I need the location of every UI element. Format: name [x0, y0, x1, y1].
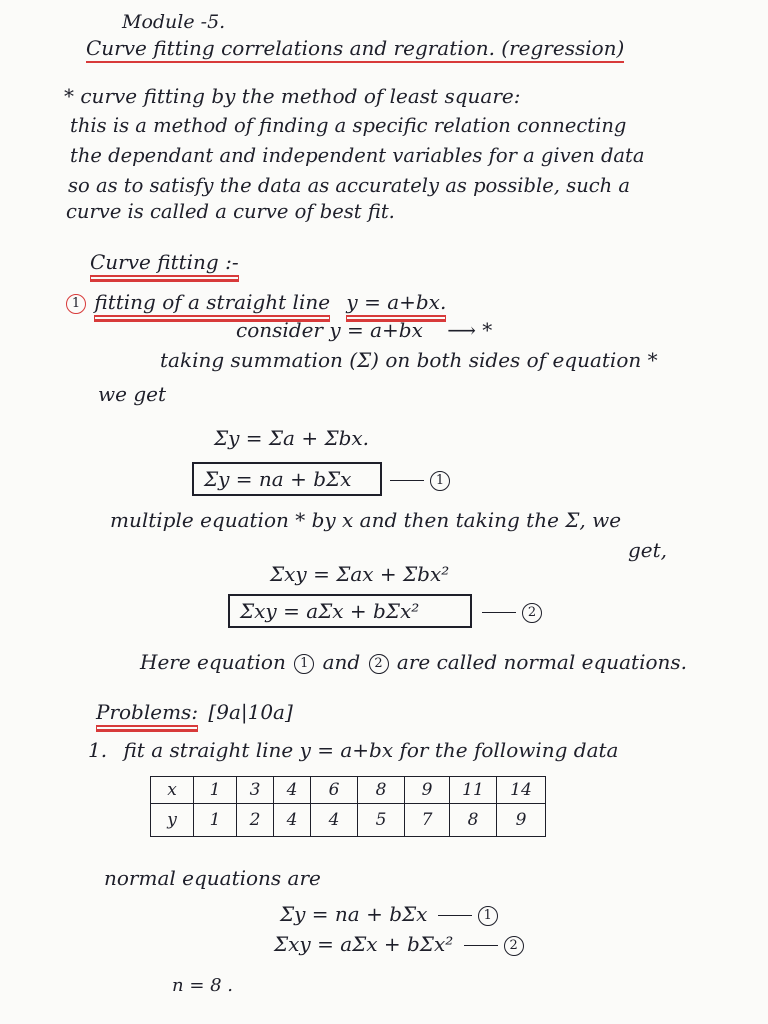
item-heading [64, 290, 446, 314]
table-cell: 5 [358, 804, 405, 837]
problem-equation-2-number: 2 [504, 936, 524, 956]
question-1 [88, 738, 618, 762]
multiply-line-2: get, [628, 538, 668, 562]
page-heading [86, 36, 624, 60]
here-mid: and [322, 650, 361, 674]
table-row-x [151, 777, 546, 804]
equation-2-tag [478, 599, 544, 623]
intro-line-1: this is a method of finding a specific relation connecting [70, 114, 627, 137]
equation-2-number: 2 [522, 603, 542, 623]
question-text: fit a straight line y = a+bx for the following data [123, 738, 619, 762]
star-arrow: ⟶ * [447, 318, 493, 342]
here-prefix: Here equation [140, 650, 286, 674]
table-header-x: x [151, 777, 194, 804]
problem-equation-1 [280, 902, 500, 926]
module-title: Module -5. [122, 11, 226, 33]
problem-equation-1-number: 1 [478, 906, 498, 926]
sum-equation: Σy = Σa + Σbx. [214, 426, 370, 450]
section-title-text: Curve fitting :- [90, 250, 239, 277]
problem-equation-1-text: Σy = na + bΣx [280, 902, 428, 926]
problems-title: Problems: [96, 700, 198, 727]
item-title: fitting of a straight line [94, 290, 330, 317]
question-number: 1. [88, 738, 108, 762]
table-cell: 3 [237, 777, 274, 804]
section-title [90, 250, 239, 274]
table-cell: 1 [194, 804, 237, 837]
equation-1-number: 1 [430, 471, 450, 491]
normal-equations-note [140, 650, 687, 674]
intro-title: * curve fitting by the method of least square: [64, 84, 521, 108]
consider-line [236, 318, 492, 342]
equation-1-tag [386, 467, 452, 491]
problem-equation-2 [274, 932, 526, 956]
dash-line [482, 612, 516, 613]
table-cell: 6 [311, 777, 358, 804]
equation-2-box [228, 594, 472, 628]
table-cell: 4 [274, 804, 311, 837]
table-cell: 2 [237, 804, 274, 837]
problems-ref: [9a|10a] [208, 700, 293, 724]
data-table [150, 776, 546, 837]
table-row-y [151, 804, 546, 837]
problems-heading [96, 700, 293, 724]
table-header-y: y [151, 804, 194, 837]
equation-2: Σxy = aΣx + bΣx² [240, 599, 420, 623]
here-suffix: are called normal equations. [396, 650, 688, 674]
multiply-line-1: multiple equation * by x and then taking the Σ, we [110, 508, 622, 532]
here-number-1: 1 [294, 654, 314, 674]
here-number-2: 2 [369, 654, 389, 674]
normal-equations-title: normal equations are [104, 866, 321, 890]
table-cell: 11 [450, 777, 497, 804]
heading-text: Curve fitting correlations and regration. (regression) [86, 36, 624, 63]
table-cell: 4 [311, 804, 358, 837]
problem-equation-2-text: Σxy = aΣx + bΣx² [274, 932, 454, 956]
intro-line-3: so as to satisfy the data as accurately as possible, such a [68, 174, 631, 197]
dash-line [390, 480, 424, 481]
table-cell: 14 [497, 777, 546, 804]
intro-line-4: curve is called a curve of best fit. [66, 200, 395, 223]
table-cell: 1 [194, 777, 237, 804]
consider-text: consider y = a+bx [236, 318, 423, 342]
equation-1: Σy = na + bΣx [204, 467, 352, 491]
table-cell: 4 [274, 777, 311, 804]
table-cell: 7 [405, 804, 450, 837]
item-equation: y = a+bx. [346, 290, 446, 317]
dash-line [464, 945, 498, 946]
taking-line-1: taking summation (Σ) on both sides of equation * [160, 348, 658, 372]
intro-line-2: the dependant and independent variables for a given data [70, 144, 645, 167]
table-cell: 9 [497, 804, 546, 837]
dash-line [438, 915, 472, 916]
taking-line-2: we get [98, 382, 166, 406]
n-value: n = 8 . [172, 975, 234, 996]
item-number-badge: 1 [66, 294, 86, 314]
sum-equation-2: Σxy = Σax + Σbx² [270, 562, 450, 586]
equation-1-box [192, 462, 382, 496]
table-cell: 9 [405, 777, 450, 804]
table-cell: 8 [358, 777, 405, 804]
table-cell: 8 [450, 804, 497, 837]
